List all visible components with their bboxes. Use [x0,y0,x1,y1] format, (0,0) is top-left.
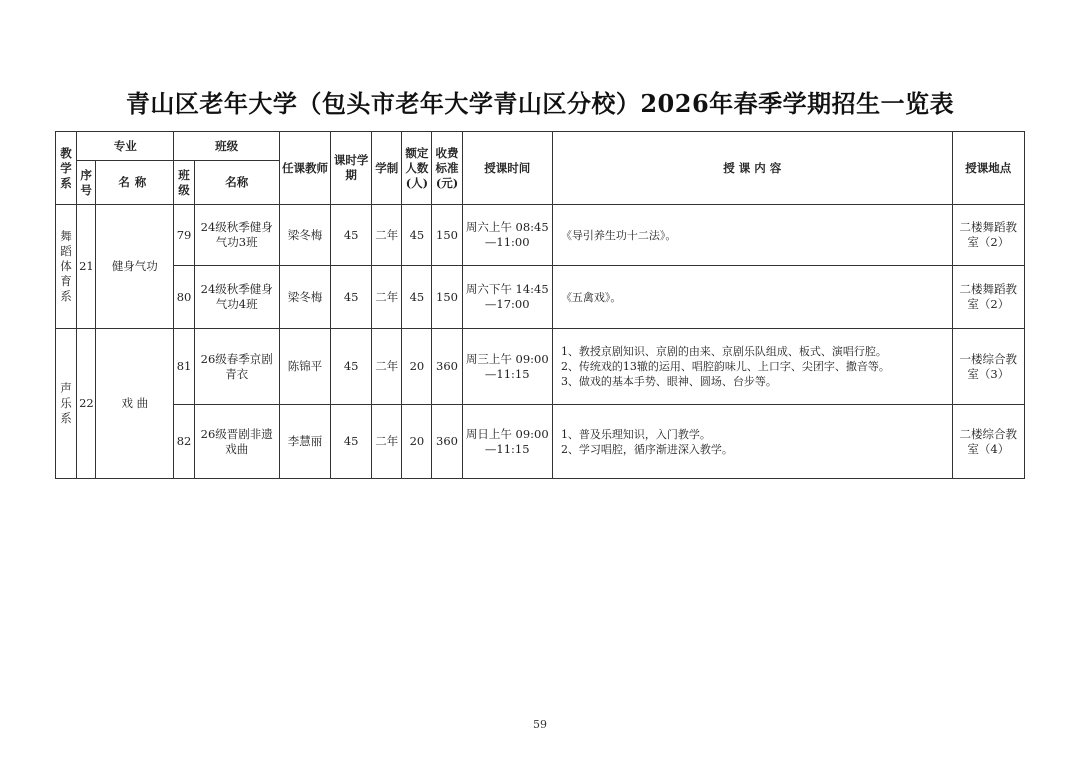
location: 一楼综合教室（3） [952,329,1024,405]
class-no: 80 [174,266,194,329]
header-class: 班级 [174,132,279,161]
major-seq: 21 [77,205,96,329]
header-quota: 额定人数(人) [402,132,432,205]
duration: 二年 [372,329,402,405]
header-teacher: 任课教师 [279,132,330,205]
class-time: 周日上午 09:00—11:15 [462,405,552,479]
class-no: 82 [174,405,194,479]
teacher: 陈锦平 [279,329,330,405]
class-content [552,266,952,329]
content-line: 2、传统戏的13辙的运用、唱腔韵味儿、上口字、尖团字、撒音等。 [560,360,890,373]
table-row [56,205,1025,266]
class-time: 周六上午 08:45—11:00 [462,205,552,266]
class-content [552,405,952,479]
location: 二楼综合教室（4） [952,405,1024,479]
location: 二楼舞蹈教室（2） [952,205,1024,266]
table-row [56,405,1025,479]
header-seq: 序号 [77,161,96,205]
hours: 45 [331,405,372,479]
class-no: 81 [174,329,194,405]
fee: 360 [432,329,462,405]
class-name: 24级秋季健身气功3班 [194,205,279,266]
major-name: 戏 曲 [96,329,174,479]
class-time: 周六下午 14:45—17:00 [462,266,552,329]
hours: 45 [331,329,372,405]
dept-name: 声乐系 [56,329,77,479]
content-line: 《五禽戏》。 [560,290,622,304]
enrollment-table [55,131,1025,479]
table-row [56,266,1025,329]
class-time: 周三上午 09:00—11:15 [462,329,552,405]
header-duration: 学制 [372,132,402,205]
header-class-no: 班级 [174,161,194,205]
teacher: 梁冬梅 [279,266,330,329]
quota: 45 [402,266,432,329]
hours: 45 [331,205,372,266]
fee: 150 [432,266,462,329]
content-line: 1、普及乐理知识，入门教学。 [560,427,711,441]
header-major-name: 名称 [96,161,174,205]
class-name: 26级晋剧非遗戏曲 [194,405,279,479]
header-time: 授课时间 [462,132,552,205]
fee: 150 [432,205,462,266]
header-hours: 课时学期 [331,132,372,205]
page-number: 59 [533,718,547,731]
quota: 20 [402,329,432,405]
header-content: 授 课 内 容 [552,132,952,205]
class-name: 24级秋季健身气功4班 [194,266,279,329]
content-line: 1、教授京剧知识、京剧的由来、京剧乐队组成、板式、演唱行腔。 [560,345,887,358]
teacher: 梁冬梅 [279,205,330,266]
class-name: 26级春季京剧青衣 [194,329,279,405]
content-line: 3、做戏的基本手势、眼神、圆场、台步等。 [560,375,777,388]
duration: 二年 [372,405,402,479]
header-major: 专业 [77,132,174,161]
class-content [552,329,952,405]
quota: 20 [402,405,432,479]
header-dept: 教学系 [56,132,77,205]
quota: 45 [402,205,432,266]
major-name: 健身气功 [96,205,174,329]
content-line: 《导引养生功十二法》。 [560,228,677,242]
fee: 360 [432,405,462,479]
page-title: 青山区老年大学（包头市老年大学青山区分校）2026年春季学期招生一览表 [125,89,955,118]
header-fee: 收费标准(元) [432,132,462,205]
duration: 二年 [372,266,402,329]
header-class-name: 名称 [194,161,279,205]
duration: 二年 [372,205,402,266]
class-no: 79 [174,205,194,266]
teacher: 李慧丽 [279,405,330,479]
dept-name: 舞蹈体育系 [56,205,77,329]
class-content [552,205,952,266]
header-location: 授课地点 [952,132,1024,205]
hours: 45 [331,266,372,329]
table-row [56,329,1025,405]
major-seq: 22 [77,329,96,479]
location: 二楼舞蹈教室（2） [952,266,1024,329]
content-line: 2、学习唱腔，循序渐进深入教学。 [560,442,733,456]
